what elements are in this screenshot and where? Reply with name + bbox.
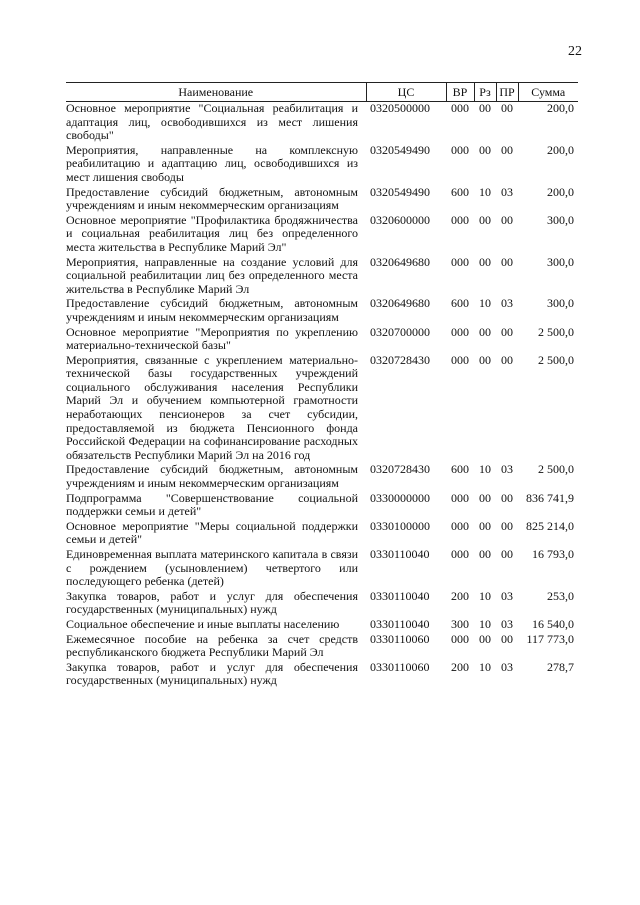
row-name: Единовременная выплата материнского капитала в связи с рождением (усыновлением) четвертого или последующего ребенка (детей) [66, 547, 358, 589]
row-vr-code: 000 [451, 631, 469, 646]
row-pr-code: 03 [501, 616, 513, 631]
row-pr-code: 03 [501, 184, 513, 199]
row-rz-code: 10 [479, 184, 491, 199]
row-pr-code: 00 [501, 212, 513, 227]
row-amount: 2 500,0 [538, 352, 574, 367]
row-vr-code: 300 [451, 616, 469, 631]
table-row [66, 520, 578, 548]
budget-table [66, 82, 578, 689]
row-name: Мероприятия, направленные на комплексную реабилитацию и адаптацию лиц, освободившихся из мест лишения свободы [66, 142, 358, 184]
table-row [66, 186, 578, 214]
page-number: 22 [568, 44, 582, 59]
row-rz-code: 10 [479, 659, 491, 674]
row-name: Основное мероприятие "Социальная реабилитация и адаптация лиц, освободившихся из мест лишения свободы" [66, 101, 358, 143]
row-name: Социальное обеспечение и иные выплаты населению [66, 616, 340, 631]
row-pr-code: 00 [501, 324, 513, 339]
row-pr-code: 03 [501, 462, 513, 477]
row-amount: 836 741,9 [526, 490, 574, 505]
row-name: Предоставление субсидий бюджетным, автономным учреждениям и иным некоммерческим организациям [66, 462, 358, 491]
table-row [66, 326, 578, 354]
row-pr-code: 00 [501, 142, 513, 157]
row-cs-code: 0320500000 [370, 101, 430, 115]
row-vr-code: 600 [451, 462, 469, 477]
header-cs: ЦС [366, 83, 446, 102]
row-vr-code: 000 [451, 518, 469, 533]
row-amount: 300,0 [547, 212, 574, 227]
row-pr-code: 00 [501, 547, 513, 561]
row-cs-code: 0320700000 [370, 324, 430, 339]
row-name: Ежемесячное пособие на ребенка за счет средств республиканского бюджета Республики Марий Эл [66, 631, 358, 660]
table-row [66, 256, 578, 298]
row-rz-code: 00 [479, 631, 491, 646]
table-row [66, 548, 578, 590]
row-vr-code: 200 [451, 659, 469, 674]
row-cs-code: 0320728430 [370, 462, 430, 477]
row-pr-code: 00 [501, 352, 513, 367]
row-name: Закупка товаров, работ и услуг для обеспечения государственных (муниципальных) нужд [66, 588, 358, 617]
row-cs-code: 0320649680 [370, 254, 430, 269]
row-rz-code: 10 [479, 616, 491, 631]
row-rz-code: 00 [479, 101, 491, 115]
row-amount: 253,0 [547, 588, 574, 603]
row-name: Предоставление субсидий бюджетным, автономным учреждениям и иным некоммерческим организациям [66, 184, 358, 213]
row-vr-code: 000 [451, 547, 469, 561]
table-row [66, 102, 578, 144]
header-pr: ПР [496, 83, 518, 102]
table-row [66, 297, 578, 325]
row-pr-code: 00 [501, 490, 513, 505]
row-cs-code: 0330110040 [370, 616, 430, 631]
row-name: Предоставление субсидий бюджетным, автономным учреждениям и иным некоммерческим организациям [66, 296, 358, 324]
row-name: Основное мероприятие "Мероприятия по укреплению материально-технической базы" [66, 324, 358, 353]
header-name: Наименование [66, 83, 366, 102]
row-rz-code: 10 [479, 296, 491, 311]
table-row [66, 661, 578, 689]
row-amount: 278,7 [547, 659, 574, 674]
table-row [66, 590, 578, 618]
row-cs-code: 0330110040 [370, 547, 430, 561]
row-pr-code: 00 [501, 518, 513, 533]
row-vr-code: 200 [451, 588, 469, 603]
table-row [66, 354, 578, 464]
row-amount: 825 214,0 [526, 518, 574, 533]
table-row [66, 214, 578, 256]
row-pr-code: 00 [501, 631, 513, 646]
row-vr-code: 000 [451, 212, 469, 227]
row-amount: 300,0 [547, 296, 574, 311]
table-row [66, 618, 578, 633]
header-sum: Сумма [518, 83, 578, 102]
row-cs-code: 0330000000 [370, 490, 430, 505]
row-name: Мероприятия, связанные с укреплением материально-технической базы государственных учреждений социального обслуживания населения Республики Марий Эл и обучением компьютерной грамотности неработающих пенсионеров за счет субсидии, предоставляемой из бюджета Пенсионного фонда Российской Федерации на софинансирование расходных обязательств Республики Марий Эл на 2016 год [66, 352, 358, 462]
row-cs-code: 0330100000 [370, 518, 430, 533]
row-amount: 300,0 [547, 254, 574, 269]
row-cs-code: 0330110060 [370, 631, 430, 646]
row-name: Подпрограмма "Совершенствование социальной поддержки семьи и детей" [66, 490, 358, 519]
row-name: Мероприятия, направленные на создание условий для социальной реабилитации лиц без определенного места жительства в Республике Марий Эл [66, 254, 358, 296]
row-cs-code: 0320728430 [370, 352, 430, 367]
row-rz-code: 00 [479, 254, 491, 269]
table-row [66, 463, 578, 491]
row-vr-code: 000 [451, 490, 469, 505]
row-cs-code: 0320649680 [370, 296, 430, 311]
row-rz-code: 10 [479, 462, 491, 477]
header-vr: ВР [446, 83, 474, 102]
row-name: Основное мероприятие "Меры социальной поддержки семьи и детей" [66, 518, 358, 547]
row-vr-code: 000 [451, 101, 469, 115]
row-cs-code: 0330110060 [370, 659, 430, 674]
row-pr-code: 00 [501, 101, 513, 115]
row-vr-code: 600 [451, 184, 469, 199]
row-vr-code: 600 [451, 296, 469, 311]
row-name: Закупка товаров, работ и услуг для обеспечения государственных (муниципальных) нужд [66, 659, 358, 688]
header-rz: Рз [474, 83, 496, 102]
row-cs-code: 0320600000 [370, 212, 430, 227]
row-rz-code: 10 [479, 588, 491, 603]
row-amount: 16 793,0 [532, 547, 574, 561]
row-pr-code: 03 [501, 296, 513, 311]
row-rz-code: 00 [479, 490, 491, 505]
row-rz-code: 00 [479, 212, 491, 227]
row-amount: 16 540,0 [532, 616, 574, 631]
row-cs-code: 0320549490 [370, 184, 430, 199]
row-vr-code: 000 [451, 352, 469, 367]
row-name: Основное мероприятие "Профилактика бродяжничества и социальная реабилитация лиц без определенного места жительства в Республике Марий Эл" [66, 212, 358, 254]
row-amount: 200,0 [547, 101, 574, 115]
row-cs-code: 0330110040 [370, 588, 430, 603]
row-amount: 200,0 [547, 142, 574, 157]
row-pr-code: 00 [501, 254, 513, 269]
row-rz-code: 00 [479, 142, 491, 157]
row-cs-code: 0320549490 [370, 142, 430, 157]
row-rz-code: 00 [479, 547, 491, 561]
row-amount: 2 500,0 [538, 462, 574, 477]
table-row [66, 633, 578, 661]
table-row [66, 144, 578, 186]
table-body [66, 102, 578, 689]
table-row [66, 492, 578, 520]
row-amount: 2 500,0 [538, 324, 574, 339]
row-rz-code: 00 [479, 352, 491, 367]
row-amount: 117 773,0 [526, 631, 574, 646]
row-rz-code: 00 [479, 518, 491, 533]
row-pr-code: 03 [501, 588, 513, 603]
row-rz-code: 00 [479, 324, 491, 339]
table-header-row [66, 83, 578, 102]
row-amount: 200,0 [547, 184, 574, 199]
row-pr-code: 03 [501, 659, 513, 674]
row-vr-code: 000 [451, 254, 469, 269]
row-vr-code: 000 [451, 324, 469, 339]
row-vr-code: 000 [451, 142, 469, 157]
